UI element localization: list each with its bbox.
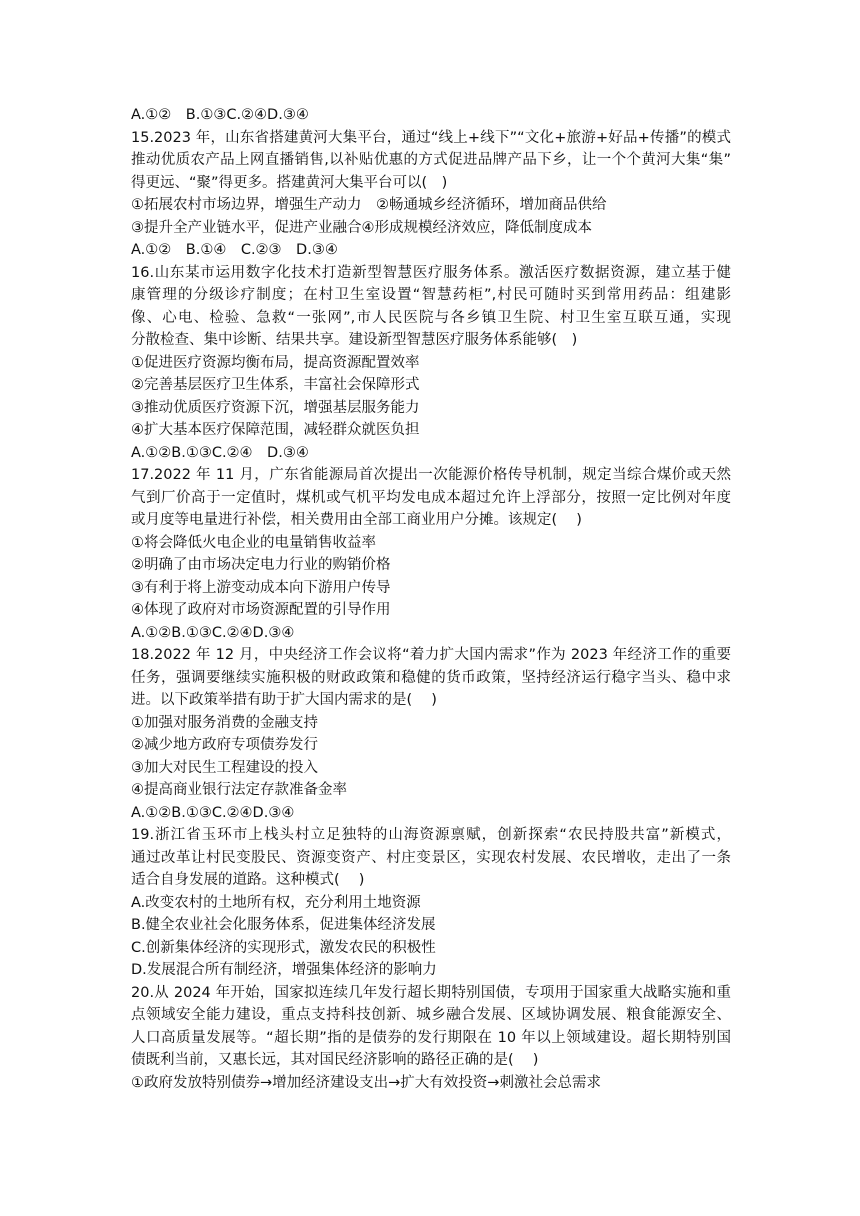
- text-line: 16.山东某市运用数字化技术打造新型智慧医疗服务体系。激活医疗数据资源，建立基于健: [131, 264, 731, 281]
- text-line: D.发展混合所有制经济，增强集体经济的影响力: [131, 962, 437, 978]
- text-line: A.①② B.①③C.②④D.③④: [131, 107, 309, 123]
- text-line: C.创新集体经济的实现形式，激发农民的积极性: [131, 939, 436, 956]
- text-line: ③加大对民生工程建设的投入: [131, 759, 318, 776]
- text-line: ①加强对服务消费的金融支持: [131, 714, 318, 731]
- text-line: 19.浙江省玉环市上栈头村立足独特的山海资源禀赋，创新探索“农民持股共富”新模式，: [131, 827, 731, 843]
- text-line: 气到厂价高于一定值时，煤机或气机平均发电成本超过允许上浮部分，按照一定比例对年度: [131, 489, 731, 506]
- exam-page-text: [131, 104, 731, 1094]
- text-line: ②减少地方政府专项债券发行: [131, 737, 318, 753]
- text-line: A.①②B.①③C.②④ D.③④: [131, 444, 309, 461]
- text-line: 得更远、“聚”得更多。搭建黄河大集平台可以( ): [131, 174, 448, 191]
- text-line: 人口高质量发展等。“超长期”指的是债券的发行期限在 10 年以上领域建设。超长期特别国: [131, 1029, 731, 1046]
- text-line: 适合自身发展的道路。这种模式( ): [131, 872, 365, 888]
- text-line: ①政府发放特别债券→增加经济建设支出→扩大有效投资→刺激社会总需求: [131, 1074, 601, 1091]
- text-line: A.①② B.①④ C.②③ D.③④: [131, 242, 338, 258]
- text-line: ①促进医疗资源均衡布局，提高资源配置效率: [131, 354, 420, 371]
- text-line: 15.2023 年，山东省搭建黄河大集平台，通过“线上+线下”“文化+旅游+好品+传播”的模式: [131, 129, 731, 146]
- text-line: 康管理的分级诊疗制度；在村卫生室设置“智慧药柜”,村民可随时买到常用药品：组建影: [131, 287, 731, 303]
- text-line: A.①②B.①③C.②④D.③④: [131, 624, 295, 641]
- text-line: ①将会降低火电企业的电量销售收益率: [131, 534, 376, 551]
- text-line: A.改变农村的土地所有权，充分利用土地资源: [131, 894, 421, 911]
- text-line: 任务，强调要继续实施积极的财政政策和稳健的货币政策，坚持经济运行稳字当头、稳中求: [131, 669, 731, 686]
- text-line: ④体现了政府对市场资源配置的引导作用: [131, 602, 391, 618]
- text-line: ②明确了由市场决定电力行业的购销价格: [131, 557, 391, 573]
- text-line: ④提高商业银行法定存款准备金率: [131, 782, 347, 798]
- text-line: 17.2022 年 11 月，广东省能源局首次提出一次能源价格传导机制，规定当综合煤价或天然: [131, 467, 731, 483]
- text-line: 点领域安全能力建设，重点支持科技创新、城乡融合发展、区域协调发展、粮食能源安全、: [131, 1007, 731, 1023]
- text-line: 像、心电、检验、急救“一张网”,市人民医院与各乡镇卫生院、村卫生室互联互通，实现: [131, 309, 731, 326]
- text-line: ③有利于将上游变动成本向下游用户传导: [131, 579, 391, 596]
- text-line: ③提升全产业链水平，促进产业融合④形成规模经济效应，降低制度成本: [131, 219, 592, 236]
- text-line: 推动优质农产品上网直播销售,以补贴优惠的方式促进品牌产品下乡，让一个个黄河大集“集”: [131, 152, 731, 168]
- text-line: ③推动优质医疗资源下沉，增强基层服务能力: [131, 399, 420, 416]
- text-line: 分散检查、集中诊断、结果共享。建设新型智慧医疗服务体系能够( ): [131, 332, 578, 348]
- text-line: 进。以下政策举措有助于扩大国内需求的是( ): [131, 692, 437, 708]
- text-line: ②完善基层医疗卫生体系，丰富社会保障形式: [131, 377, 420, 393]
- text-line: 18.2022 年 12 月，中央经济工作会议将“着力扩大国内需求”作为 2023 年经济工作的重要: [131, 647, 731, 663]
- text-line: 通过改革让村民变股民、资源变资产、村庄变景区，实现农村发展、农民增收，走出了一条: [131, 849, 731, 866]
- text-line: 债既利当前，又惠长远，其对国民经济影响的路径正确的是( ): [131, 1052, 539, 1068]
- text-line: ①拓展农村市场边界，增强生产动力 ②畅通城乡经济循环，增加商品供给: [131, 197, 607, 213]
- text-line: ④扩大基本医疗保障范围，减轻群众就医负担: [131, 422, 420, 438]
- text-line: A.①②B.①③C.②④D.③④: [131, 804, 295, 821]
- text-line: B.健全农业社会化服务体系，促进集体经济发展: [131, 917, 436, 933]
- text-line: 20.从 2024 年开始，国家拟连续几年发行超长期特别国债，专项用于国家重大战略实施和重: [131, 984, 731, 1001]
- text-line: 或月度等电量进行补偿，相关费用由全部工商业用户分摊。该规定( ): [131, 512, 582, 528]
